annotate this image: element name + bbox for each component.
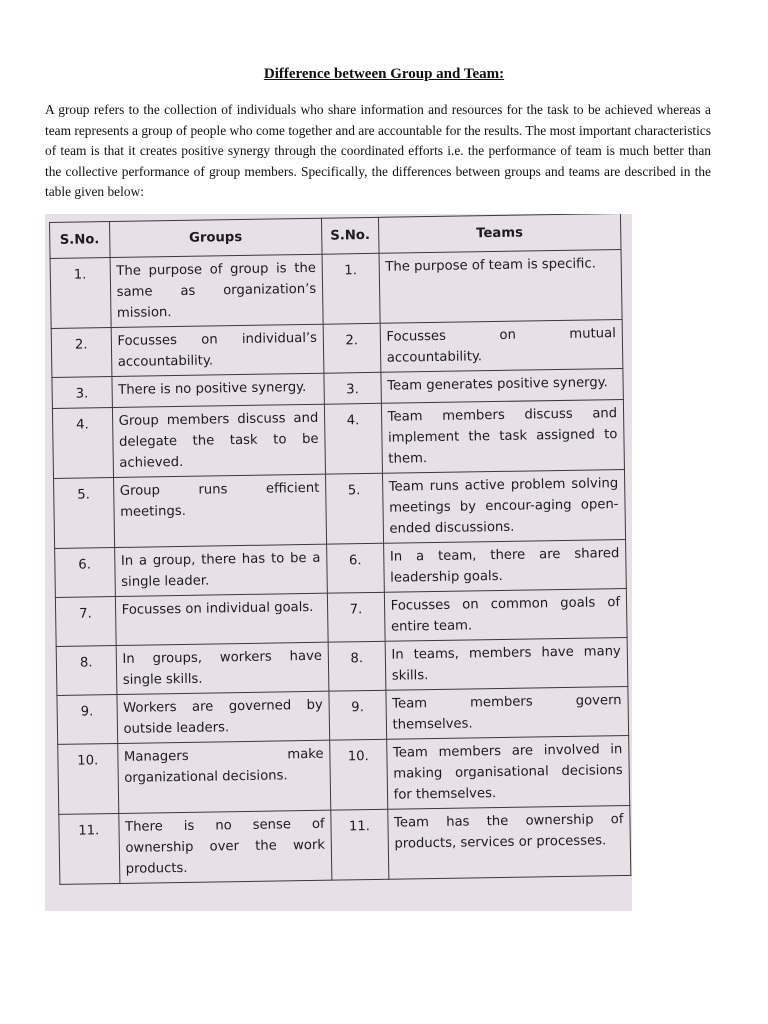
team-cell: Team has the ownership of products, services or processes. bbox=[387, 805, 630, 879]
table-body bbox=[50, 250, 631, 885]
team-cell: Focusses on common goals of entire team. bbox=[384, 588, 627, 641]
group-sno-cell: 9. bbox=[57, 694, 117, 744]
team-cell: Team members govern themselves. bbox=[386, 686, 629, 739]
table-row bbox=[51, 320, 623, 378]
table-row bbox=[58, 735, 630, 814]
group-cell: Focusses on individual goals. bbox=[115, 593, 328, 645]
team-sno-cell: 1. bbox=[322, 253, 380, 324]
team-sno-cell: 4. bbox=[325, 403, 383, 474]
group-cell: There is no positive synergy. bbox=[111, 373, 324, 407]
group-cell: In groups, workers have single skills. bbox=[116, 642, 329, 694]
table-row bbox=[56, 637, 628, 695]
table-row bbox=[57, 686, 629, 744]
group-sno-cell: 3. bbox=[52, 377, 112, 409]
team-cell: In teams, members have many skills. bbox=[385, 637, 628, 690]
group-sno-cell: 6. bbox=[55, 548, 115, 598]
team-cell: The purpose of team is specific. bbox=[379, 250, 622, 324]
table-row bbox=[52, 400, 624, 479]
team-sno-cell: 9. bbox=[329, 690, 386, 740]
team-cell: Team runs active problem solving meetings by encour-aging open-ended discussions. bbox=[382, 469, 625, 543]
table-row bbox=[55, 539, 627, 597]
team-cell: In a team, there are shared leadership goals. bbox=[383, 539, 626, 592]
group-sno-cell: 1. bbox=[50, 258, 111, 329]
group-sno-cell: 10. bbox=[58, 743, 119, 814]
intro-paragraph: A group refers to the collection of individuals who share information and resources for the task to be achieved whereas a team represents a group of people who come together and are accountable for the results. The most important characteristics of team is that it creates positive synergy through the coordinated efforts i.e. the performance of team is much better than the collective performance of group members. Specifically, the differences between groups and teams are described in the table given below: bbox=[45, 102, 711, 199]
team-sno-cell: 8. bbox=[328, 641, 385, 691]
team-cell: Team members are involved in making organisational decisions for themselves. bbox=[386, 735, 629, 809]
group-cell: There is no sense of ownership over the work products. bbox=[118, 810, 332, 883]
header-teams: Teams bbox=[378, 214, 621, 253]
team-sno-cell: 7. bbox=[328, 592, 385, 642]
team-cell: Team generates positive synergy. bbox=[381, 369, 624, 404]
group-cell: Focusses on individual’s accountability. bbox=[111, 324, 324, 376]
group-sno-cell: 11. bbox=[59, 813, 120, 884]
group-cell: Group runs efficient meetings. bbox=[113, 474, 327, 547]
group-sno-cell: 5. bbox=[54, 478, 115, 549]
group-vs-team-table bbox=[49, 214, 631, 885]
team-sno-cell: 3. bbox=[324, 372, 381, 404]
team-cell: Team members discuss and implement the task assigned to them. bbox=[381, 400, 624, 474]
header-sno-teams: S.No. bbox=[322, 217, 379, 254]
scanned-table-image bbox=[45, 214, 632, 911]
team-sno-cell: 11. bbox=[331, 809, 389, 880]
group-sno-cell: 2. bbox=[51, 328, 111, 378]
group-sno-cell: 4. bbox=[52, 408, 113, 479]
team-sno-cell: 2. bbox=[323, 323, 380, 373]
table-row bbox=[55, 588, 627, 646]
scanned-table-content bbox=[49, 214, 632, 899]
group-cell: Managers make organizational decisions. bbox=[117, 740, 331, 813]
group-cell: Group members discuss and delegate the task to be achieved. bbox=[112, 404, 326, 477]
table-row bbox=[50, 250, 622, 329]
team-sno-cell: 10. bbox=[330, 739, 388, 810]
header-groups: Groups bbox=[109, 218, 322, 257]
document-title: Difference between Group and Team: bbox=[263, 66, 505, 82]
header-sno-groups: S.No. bbox=[50, 222, 110, 259]
table-row bbox=[59, 805, 631, 884]
team-sno-cell: 5. bbox=[326, 473, 384, 544]
group-cell: The purpose of group is the same as organization’s mission. bbox=[110, 254, 324, 327]
group-sno-cell: 7. bbox=[55, 597, 115, 647]
table-row bbox=[54, 469, 626, 548]
team-cell: Focusses on mutual accountability. bbox=[380, 320, 623, 373]
group-sno-cell: 8. bbox=[56, 646, 116, 696]
team-sno-cell: 6. bbox=[327, 543, 384, 593]
group-cell: Workers are governed by outside leaders. bbox=[116, 691, 329, 743]
group-cell: In a group, there has to be a single leader. bbox=[114, 544, 327, 596]
